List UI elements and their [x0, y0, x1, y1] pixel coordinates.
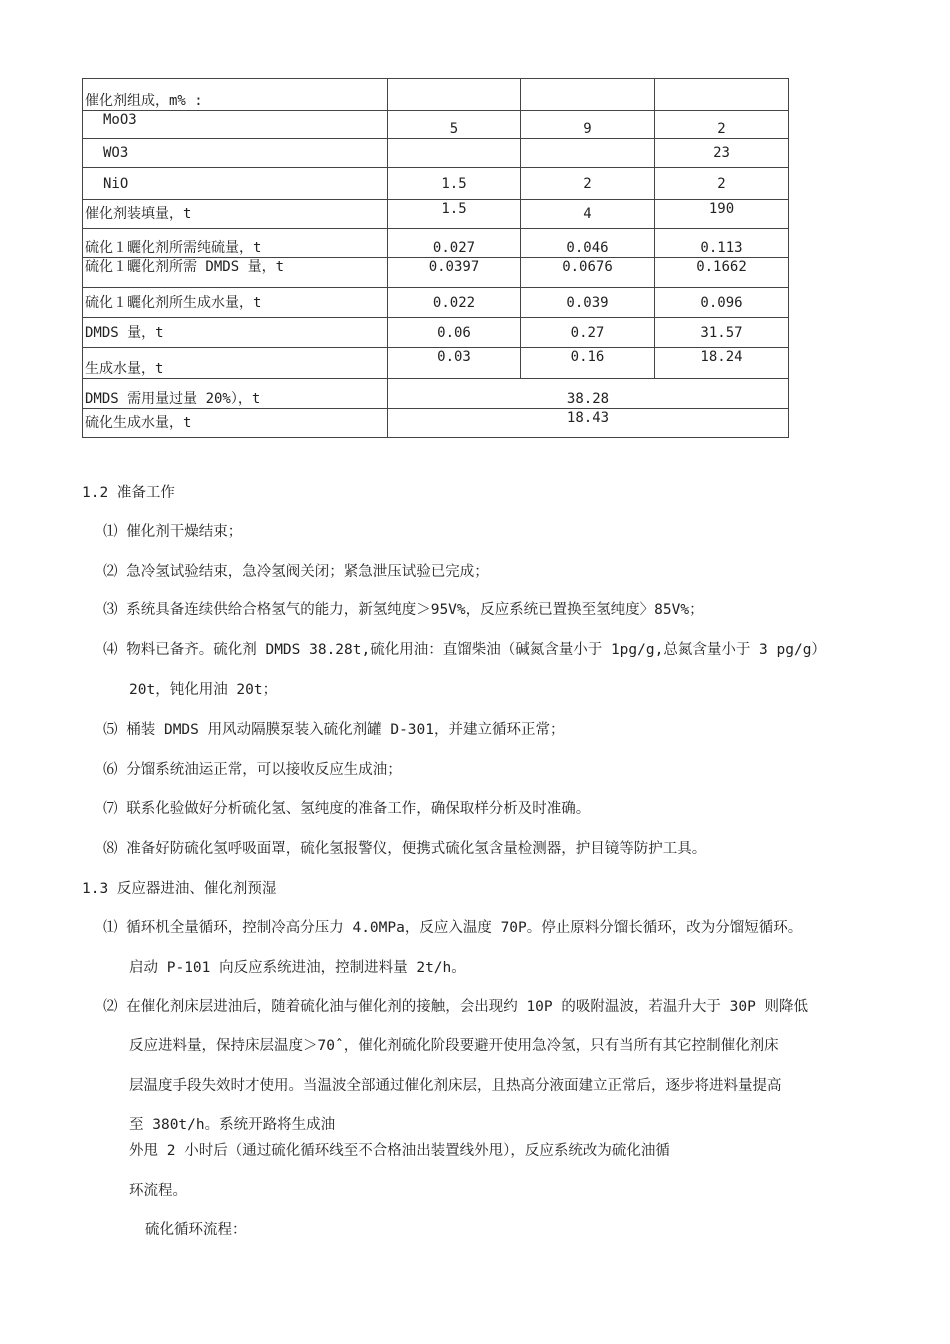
list-item: ⑷ 物料已备齐。硫化剂 DMDS 38.28t,硫化用油：直馏柴油（碱氮含量小于 1pg/g,总氮含量小于 3 pg/g） [103, 642, 826, 658]
table-row [83, 168, 789, 200]
cell [388, 79, 521, 111]
cell [388, 139, 521, 168]
cell: 0.0676 [521, 258, 655, 288]
row-label: 硫化１曬化剂所需纯硫量，t [83, 229, 388, 258]
table-row [83, 111, 789, 139]
section-title: 1.2 准备工作 [82, 485, 175, 501]
cell: 1.5 [388, 168, 521, 200]
cell: 2 [655, 168, 789, 200]
cell [655, 79, 789, 111]
cell: 0.113 [655, 229, 789, 258]
cell [521, 79, 655, 111]
table-row [83, 139, 789, 168]
row-label: 催化剂组成，m% : [83, 79, 388, 111]
cell: 9 [521, 111, 655, 139]
list-item-continuation: 环流程。 [129, 1183, 187, 1199]
section-title: 1.3 反应器进油、催化剂预湿 [82, 881, 277, 897]
list-item-continuation: 20t，钝化用油 20t； [129, 682, 278, 698]
list-item: ⑵ 急冷氢试验结束，急冷氢阀关闭；紧急泄压试验已完成； [103, 564, 489, 580]
row-label: MoO3 [83, 111, 388, 139]
cell: 5 [388, 111, 521, 139]
cell: 2 [521, 168, 655, 200]
cell: 18.24 [655, 348, 789, 379]
list-item: ⑺ 联系化验做好分析硫化氢、氢纯度的准备工作，确保取样分析及时准确。 [103, 801, 591, 817]
list-item: ⑴ 催化剂干燥结束； [103, 524, 243, 540]
cell: 0.039 [521, 288, 655, 318]
cell: 0.03 [388, 348, 521, 379]
row-label: 硫化１曬化剂所生成水量，t [83, 288, 388, 318]
row-label: 硫化生成水量，t [83, 409, 388, 438]
row-label: NiO [83, 168, 388, 200]
cell: 0.16 [521, 348, 655, 379]
table-row [83, 379, 789, 409]
list-item-continuation: 启动 P-101 向反应系统进油，控制进料量 2t/h。 [129, 960, 466, 976]
cell: 0.27 [521, 318, 655, 348]
row-label: 硫化１曬化剂所需 DMDS 量，t [83, 258, 388, 288]
list-item-continuation: 反应进料量，保持床层温度＞70ˆ，催化剂硫化阶段要避开使用急冷氢，只有当所有其它控制催化剂床 [129, 1038, 779, 1054]
table-row [83, 258, 789, 288]
cell: 23 [655, 139, 789, 168]
row-label: DMDS 量，t [83, 318, 388, 348]
cell: 0.022 [388, 288, 521, 318]
row-label: 生成水量，t [83, 348, 388, 379]
table-row [83, 409, 789, 438]
cell: 31.57 [655, 318, 789, 348]
table-row [83, 79, 789, 111]
cell: 2 [655, 111, 789, 139]
list-item-continuation: 层温度手段失效时才使用。当温波全部通过催化剂床层，且热高分液面建立正常后，逐步将进料量提高 [129, 1078, 782, 1094]
cell: 0.06 [388, 318, 521, 348]
table-row [83, 288, 789, 318]
list-item: ⑹ 分馏系统油运正常，可以接收反应生成油； [103, 762, 402, 778]
cell: 0.027 [388, 229, 521, 258]
table-row [83, 229, 789, 258]
row-label: 催化剂装填量，t [83, 200, 388, 229]
cell: 0.0397 [388, 258, 521, 288]
row-label: WO3 [83, 139, 388, 168]
list-item: ⑻ 准备好防硫化氢呼吸面罩，硫化氢报警仪，便携式硫化氢含量检测器，护目镜等防护工具。 [103, 841, 707, 857]
table-row [83, 348, 789, 379]
catalyst-table [82, 78, 789, 438]
paragraph: 硫化循环流程： [145, 1222, 247, 1238]
merged-cell: 38.28 [388, 379, 789, 409]
list-item: ⑵ 在催化剂床层进油后，随着硫化油与催化剂的接触，会出现约 10P 的吸附温波，若温升大于 30P 则降低 [103, 999, 809, 1015]
list-item-continuation: 外甩 2 小时后（通过硫化循环线至不合格油出装置线外甩），反应系统改为硫化油循 [129, 1143, 670, 1159]
cell: 1.5 [388, 200, 521, 229]
merged-cell: 18.43 [388, 409, 789, 438]
list-item: ⑴ 循环机全量循环，控制冷高分压力 4.0MPa，反应入温度 70P。停止原料分馏长循环，改为分馏短循环。 [103, 920, 803, 936]
cell: 0.096 [655, 288, 789, 318]
cell: 0.046 [521, 229, 655, 258]
row-label: DMDS 需用量过量 20%），t [83, 379, 388, 409]
list-item-continuation: 至 380t/h。系统开路将生成油 [129, 1117, 336, 1133]
table-row [83, 318, 789, 348]
list-item: ⑶ 系统具备连续供给合格氢气的能力，新氢纯度＞95V%，反应系统已置换至氢纯度〉85V%； [103, 602, 704, 618]
list-item: ⑸ 桶装 DMDS 用风动隔膜泵装入硫化剂罐 D-301，并建立循环正常； [103, 722, 565, 738]
table-row [83, 200, 789, 229]
cell: 4 [521, 200, 655, 229]
cell [521, 139, 655, 168]
cell: 190 [655, 200, 789, 229]
cell: 0.1662 [655, 258, 789, 288]
